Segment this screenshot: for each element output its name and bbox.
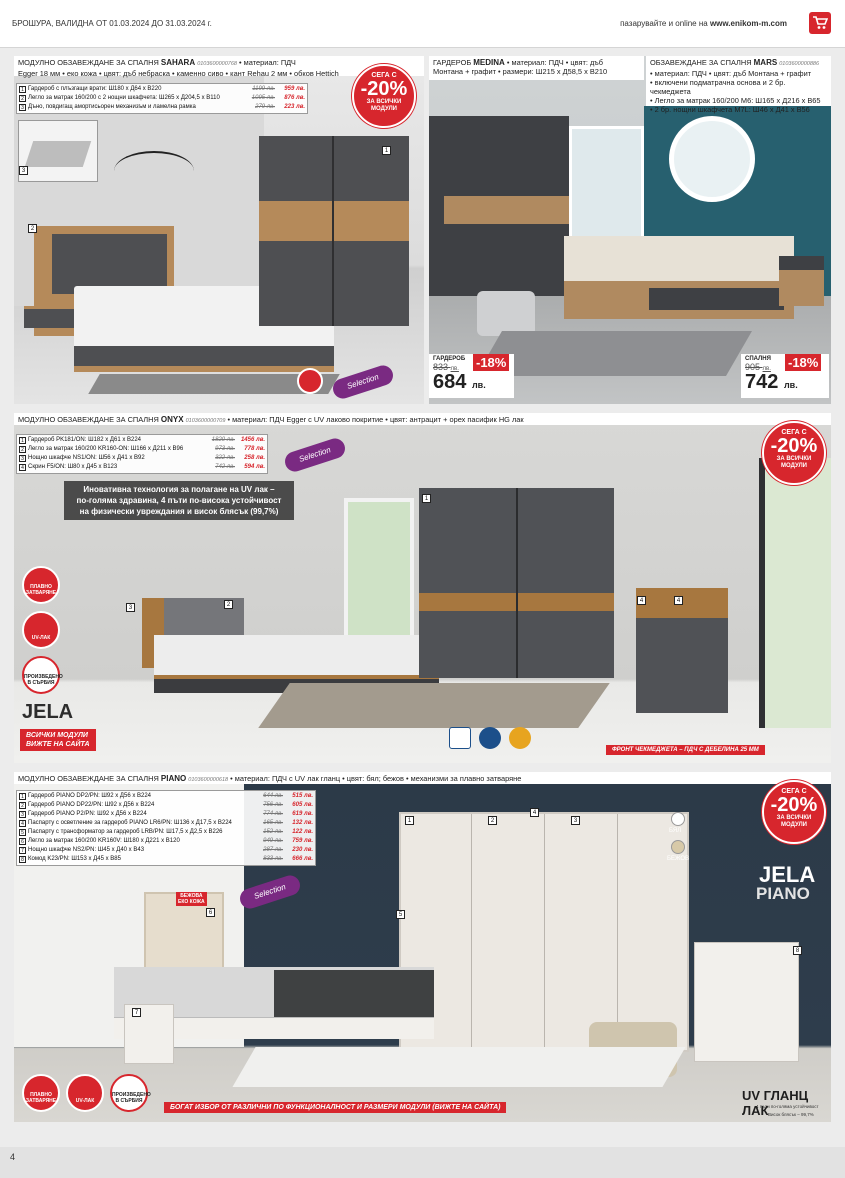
mars-line: • включени подматрачна основа и 2 бр. чекмеджета [650, 78, 786, 96]
medina-line1: • материал: ПДЧ • цвят: дъб [504, 58, 603, 67]
headboard-panel [52, 234, 167, 294]
jela-logo: JELA [759, 862, 816, 887]
selection-logo: Selection [330, 363, 395, 401]
piano-brand-logo: PIANO [756, 884, 810, 903]
old-price-unit: лв. [450, 366, 459, 372]
row-old-price: 1199 лв. [252, 86, 275, 92]
page-number: 4 [10, 1152, 16, 1162]
rug [232, 1047, 685, 1087]
row-desc: Паспарту с осветление за гардероб PIANO LR6/PN: Ш136 х Д17,5 х В224 [28, 820, 232, 826]
tag-line: ЕКО КОЖА [178, 899, 205, 905]
mars-line: • Легло за матрак 160/200 M6: Ш165 х Д216 х В65 [650, 96, 821, 105]
quality-icon [479, 727, 501, 749]
new-price [433, 372, 510, 395]
old-price-value: 833 [433, 362, 449, 372]
discount-percent: -18% [785, 354, 821, 371]
tag-line: БЕЖОВА [180, 893, 203, 899]
validity-text: БРОШУРА, ВАЛИДНА ОТ 01.03.2024 ДО 31.03.2024 г. [12, 19, 212, 28]
uv-gloss-lacquer-label: UV ГЛАНЦ ЛАК [742, 1088, 809, 1118]
badge-line1: ЗА ВСИЧКИ [776, 815, 812, 821]
row-old-price: 774 лв. [263, 811, 283, 817]
piano-header [14, 772, 831, 784]
row-new-price: 515 лв. [292, 793, 313, 799]
row-new-price: 122 лв. [292, 829, 313, 835]
table-row [19, 436, 265, 445]
piano-rest: • материал: ПДЧ с UV лак гланц • цвят: бял; бежов • механизми за плавно затваряне [228, 774, 522, 783]
callout-number: 7 [132, 1008, 141, 1017]
table-row [19, 445, 265, 454]
onyx-discount-badge [762, 421, 826, 485]
onyx-header [14, 413, 831, 425]
icon-label: UV-ЛАК [75, 1098, 95, 1104]
wardrobe-seam [617, 814, 618, 1052]
row-old-price: 1095 лв. [251, 95, 275, 101]
callout-number: 2 [224, 600, 233, 609]
onyx-panel [14, 413, 831, 763]
row-old-price: 742 лв. [215, 464, 235, 470]
mars-code: 0103600000886 [779, 61, 820, 67]
mars-nightstand [779, 256, 824, 306]
sahara-code: 0103600000768 [197, 61, 237, 67]
onyx-bed [154, 635, 439, 680]
mars-title-name: MARS [753, 58, 778, 67]
row-old-price: 165 лв. [263, 820, 283, 826]
callout-number: 1 [422, 494, 431, 503]
soft-close-icon [22, 1074, 60, 1112]
row-old-price: 152 лв. [263, 829, 283, 835]
callout-number: 2 [488, 816, 497, 825]
callout-line: по-голяма здравина, 4 пъти по-висока устойчивост [76, 496, 282, 505]
onyx-code: 0103600000709 [185, 418, 226, 424]
badge-line2: МОДУЛИ [781, 822, 807, 828]
table-row [19, 855, 313, 864]
row-number: 2 [19, 95, 26, 102]
sahara-line1: • материал: ПДЧ [236, 58, 296, 67]
row-desc: Легло за матрак 160/200 KR160-ON: Ш166 х Д211 х В96 [28, 446, 184, 452]
top-bar [0, 0, 845, 48]
callout-number: 8 [793, 946, 802, 955]
color-beige-label: БЕЖОВ [667, 856, 690, 862]
callout-number: 2 [28, 224, 37, 233]
sahara-line2: Egger 18 мм • еко кожа • цвят: дъб небраска • каменно сиво • кант Rehau 2 мм • обков Hettich [18, 69, 339, 78]
new-price-value: 684 [433, 371, 467, 393]
row-desc: Гардероб PIANO P2/PN: Ш92 х Д56 х В224 [28, 811, 147, 817]
row-new-price: 223 лв. [284, 104, 305, 110]
chandelier [114, 151, 194, 191]
banner-line: ВИЖТЕ НА САЙТА [26, 741, 90, 748]
mars-line: • материал: ПДЧ • цвят: дъб Монтана + графит [650, 69, 812, 78]
callout-number: 1 [382, 146, 391, 155]
callout-number: 4 [530, 808, 539, 817]
row-new-price: 778 лв. [244, 446, 265, 452]
row-old-price: 949 лв. [263, 838, 283, 844]
medina-title-name: MEDINA [473, 58, 505, 67]
color-white-label: БЯЛ [669, 828, 682, 834]
inset-photo [18, 120, 98, 182]
callout-number: 5 [396, 910, 405, 919]
row-new-price: 1456 лв. [240, 437, 265, 443]
new-price-value: 742 [745, 371, 779, 393]
beige-leather-tag [176, 892, 207, 906]
medina-price-box [429, 354, 514, 398]
table-row [19, 819, 313, 828]
new-price [745, 372, 825, 395]
all-modules-banner[interactable] [20, 729, 96, 751]
row-desc: Легло за матрак 160/200 KR160V: Ш180 х Д221 х В120 [28, 838, 180, 844]
shop-prefix: пазарувайте и online на [620, 19, 710, 28]
callout-number: 3 [571, 816, 580, 825]
row-new-price: 959 лв. [284, 86, 305, 92]
color-white-swatch [671, 812, 685, 826]
sahara-spec-table [16, 83, 308, 114]
made-in-serbia-icon [110, 1074, 151, 1112]
row-number: 3 [19, 455, 26, 462]
row-old-price: 973 лв. [215, 446, 235, 452]
row-new-price: 132 лв. [292, 820, 313, 826]
onyx-wardrobe-divider [516, 488, 518, 678]
wardrobe-divider [332, 136, 334, 326]
wardrobe-wood [259, 201, 409, 241]
rug [258, 683, 610, 728]
badge-line1: ЗА ВСИЧКИ [776, 456, 812, 462]
row-desc: Гардероб PK181/ON: Ш182 х Д61 х В224 [28, 437, 142, 443]
medina-header [429, 56, 644, 80]
badge-pct: -20% [770, 794, 818, 816]
uv-lacquer-icon [66, 1074, 104, 1112]
discount-percent: -18% [473, 354, 509, 371]
mars-price-box [741, 354, 829, 398]
row-old-price: 322 лв. [215, 455, 235, 461]
table-row [19, 810, 313, 819]
icon-label: ПЛАВНО ЗАТВАРЯНЕ [25, 1092, 57, 1104]
rug [476, 331, 752, 376]
row-number: 2 [19, 446, 26, 453]
row-number: 8 [19, 856, 26, 863]
table-row [19, 85, 305, 94]
badge-pct: -20% [360, 78, 408, 100]
table-row [19, 846, 313, 855]
medina-title-pre: ГАРДЕРОБ [433, 58, 474, 67]
medina-mars-panel [429, 56, 831, 404]
row-number: 1 [19, 437, 26, 444]
row-number: 1 [19, 793, 26, 800]
tuv-icon [449, 727, 471, 749]
callout-number: 3 [126, 603, 135, 612]
row-new-price: 230 лв. [292, 847, 313, 853]
uv-technology-callout [64, 481, 294, 520]
row-number: 5 [19, 829, 26, 836]
color-beige-swatch [671, 840, 685, 854]
piano-title-name: PIANO [160, 774, 187, 783]
row-new-price: 258 лв. [244, 455, 265, 461]
row-new-price: 594 лв. [244, 464, 265, 470]
row-desc: Гардероб PIANO DP22/PN: Ш92 х Д56 х В224 [28, 802, 155, 808]
sahara-title-pre: МОДУЛНО ОБЗАВЕЖДАНЕ ЗА СПАЛНЯ [18, 58, 161, 67]
table-row [19, 837, 313, 846]
sahara-title-name: SAHARA [160, 58, 196, 67]
wide-choice-banner[interactable]: БОГАТ ИЗБОР ОТ РАЗЛИЧНИ ПО ФУНКЦИОНАЛНОСТ И РАЗМЕРИ МОДУЛИ (ВИЖТЕ НА САЙТА) [164, 1102, 506, 1113]
mars-bed [564, 236, 794, 286]
badge-line2: МОДУЛИ [371, 106, 397, 112]
medina-wood [444, 196, 569, 224]
jela-logo: JELA [22, 701, 74, 723]
uv-gloss-note: Висок блясък – 99,7% [768, 1112, 814, 1117]
price-label: СПАЛНЯ [745, 356, 771, 362]
cart-icon[interactable] [809, 12, 831, 34]
new-price-unit: лв. [471, 380, 486, 390]
row-desc: Скрин F5/ON: Ш80 х Д45 х В123 [28, 464, 118, 470]
badge-line2: МОДУЛИ [781, 463, 807, 469]
front-drawer-note: ФРОНТ ЧЕКМЕДЖЕТА – ПДЧ С ДЕБЕЛИНА 25 ММ [606, 745, 765, 755]
row-old-price: 756 лв. [263, 802, 283, 808]
inset-bed-lift [25, 141, 91, 167]
callout-number: 1 [405, 816, 414, 825]
callout-number: 4 [637, 596, 646, 605]
piano-panel [14, 772, 831, 1122]
row-number: 4 [19, 464, 26, 471]
medina-line2: Монтана + графит • размери: Ш215 х Д58,5 х В210 [433, 67, 608, 76]
table-row [19, 94, 305, 103]
piano-title-pre: МОДУЛНО ОБЗАВЕЖДАНЕ ЗА СПАЛНЯ [18, 774, 161, 783]
bed-base-wood [74, 366, 334, 372]
price-label: ГАРДЕРОБ [433, 356, 466, 362]
round-window [669, 116, 755, 202]
piano-chest [694, 942, 799, 1062]
icon-label: UV-ЛАК [31, 635, 51, 641]
old-price-value: 905 [745, 362, 761, 372]
piano-code: 0103600000618 [188, 777, 229, 783]
badge-top: СЕГА С [781, 429, 807, 436]
new-price-unit: лв. [783, 380, 798, 390]
mars-line: • 2 бр. нощни шкафчета M7L: Ш46 х Д41 х В56 [650, 105, 810, 114]
table-row [19, 792, 313, 801]
uv-gloss-note: 4 пъти по-голяма устойчивост [756, 1104, 819, 1109]
callout-line: на физически увреждания и висок блясък (99,7%) [79, 507, 279, 516]
selection-logo: Selection [237, 873, 302, 911]
row-desc: Легло за матрак 160/200 с 2 нощни шкафчета: Ш265 х Д204,5 х В110 [28, 95, 220, 101]
table-row [19, 801, 313, 810]
table-row [19, 454, 265, 463]
row-old-price: 1820 лв. [211, 437, 235, 443]
row-number: 3 [19, 811, 26, 818]
row-number: 6 [19, 838, 26, 845]
soft-close-icon [297, 368, 323, 394]
nightstand [24, 306, 74, 328]
shop-online-text [620, 19, 787, 28]
wardrobe-seam [544, 814, 545, 1052]
row-number: 3 [19, 104, 26, 111]
row-old-price: 279 лв. [255, 104, 275, 110]
row-new-price: 666 лв. [292, 856, 313, 862]
piano-spec-table [16, 790, 316, 866]
soft-close-icon [22, 566, 60, 604]
sahara-discount-badge [352, 64, 416, 128]
row-desc: Гардероб с плъзгащи врати: Ш180 х Д64 х В220 [28, 86, 162, 92]
callout-line: Иновативна технология за полагане на UV лак – [83, 485, 275, 494]
bed-base [74, 346, 334, 368]
table-row [19, 103, 305, 112]
onyx-title-pre: МОДУЛНО ОБЗАВЕЖДАНЕ ЗА СПАЛНЯ [18, 415, 161, 424]
mars-drawer [649, 288, 784, 310]
icon-label: ПЛАВНО ЗАТВАРЯНЕ [25, 584, 57, 596]
window-right [759, 458, 831, 728]
mars-title-pre: ОБЗАВЕЖДАНЕ ЗА СПАЛНЯ [650, 58, 754, 67]
row-number: 7 [19, 847, 26, 854]
badge-top: СЕГА С [781, 788, 807, 795]
row-new-price: 619 лв. [292, 811, 313, 817]
row-new-price: 876 лв. [284, 95, 305, 101]
sahara-panel [14, 56, 424, 404]
row-new-price: 759 лв. [292, 838, 313, 844]
callout-number: 4 [674, 596, 683, 605]
table-row [19, 463, 265, 472]
row-desc: Нощно шкафче NS1/ON: Ш56 х Д41 х В92 [28, 455, 145, 461]
row-desc: Нощно шкафче NS2/PN: Ш45 х Д40 х В43 [28, 847, 145, 853]
page-footer [0, 1147, 845, 1178]
row-desc: Комод K23/PN: Ш153 х Д45 х В85 [28, 856, 121, 862]
pouf [477, 291, 535, 336]
old-price-unit: лв. [762, 366, 771, 372]
table-row [19, 828, 313, 837]
row-old-price: 644 лв. [263, 793, 283, 799]
onyx-title-name: ONYX [160, 415, 184, 424]
certification-icons [449, 727, 539, 751]
mars-header [646, 56, 831, 114]
onyx-spec-table [16, 434, 268, 474]
onyx-rest: • материал: ПДЧ Egger с UV лаково покритие • цвят: антрацит + орех пасифик HG лак [225, 415, 524, 424]
piano-discount-badge [762, 780, 826, 844]
callout-number: 6 [206, 908, 215, 917]
row-number: 4 [19, 820, 26, 827]
selection-logo: Selection [282, 436, 347, 474]
row-desc: Паспарту с трансформатор за гардероб LRB/PN: Ш17,5 х Д2,5 х В226 [28, 829, 223, 835]
badge-line1: ЗА ВСИЧКИ [366, 99, 402, 105]
callout-number: 3 [19, 166, 28, 175]
row-desc: Дъно, повдигащ амортисьорен механизъм и ламелна рамка [28, 104, 196, 110]
row-old-price: 833 лв. [263, 856, 283, 862]
badge-pct: -20% [770, 435, 818, 457]
row-number: 2 [19, 802, 26, 809]
icon-label: ПРОИЗВЕДЕНО В СЪРБИЯ [24, 674, 63, 686]
icon-label: ПРОИЗВЕДЕНО В СЪРБИЯ [112, 1092, 151, 1104]
row-old-price: 287 лв. [263, 847, 283, 853]
made-in-serbia-icon [22, 656, 63, 694]
row-desc: Гардероб PIANO DP2/PN: Ш92 х Д56 х В224 [28, 793, 151, 799]
banner-line: ВСИЧКИ МОДУЛИ [26, 732, 88, 739]
uv-lacquer-icon [22, 611, 60, 649]
sgs-icon [509, 727, 531, 749]
badge-top: СЕГА С [371, 72, 397, 79]
piano-bed-throw [274, 970, 434, 1022]
row-new-price: 605 лв. [292, 802, 313, 808]
row-number: 1 [19, 86, 26, 93]
shop-link[interactable]: www.enikom-m.com [709, 19, 787, 28]
wardrobe-seam [471, 814, 472, 1052]
